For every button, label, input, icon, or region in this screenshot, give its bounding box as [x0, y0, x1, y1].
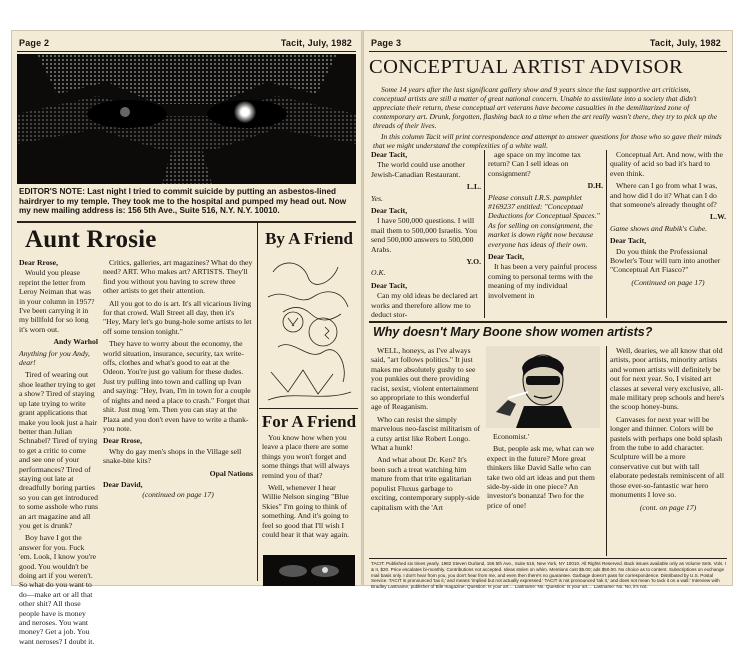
editors-note: EDITOR'S NOTE: Last night I tried to commit suicide by putting an asbestos-lined hairdryer to my temple. They took me to the hospital and pumped my head out. Now my new mailing address is: 156 5th Ave., Suite 516, N.Y. N.Y. 10010.	[19, 187, 347, 216]
paragraph: And what about Dr. Ken? It's been such a treat watching him mature from that trite egalitarian populist Fluxus garbage to exciting, contemporary supply-side capitalism with the 'Art	[371, 455, 480, 512]
sketch-illustration	[263, 252, 355, 404]
small-photo	[263, 555, 355, 586]
small-photo-image	[263, 555, 355, 586]
aunt-rrosie-title: Aunt Rrosie	[25, 226, 157, 253]
for-a-friend-column	[262, 433, 356, 551]
paragraph: Would you please reprint the letter from Leroy Neiman that was in your column in 1957? I've been carrying it in my billfold for so long it's worn out.	[19, 268, 95, 334]
paragraph: Well, dearies, we all know that old artists, poor artists, minority artists and women artists will definitely be out for next year. So, I visited art classes at several very exclusive, all-male military prep schools and here's the scoop honey-buns.	[610, 346, 725, 412]
left-page-number: Page 2	[19, 38, 50, 48]
paragraph: Well, whenever I hear Willie Nelson singing "Blue Skies" I'm going to think of something. And it's going to feel so good that I'll wish I could hear it that way again.	[262, 483, 350, 540]
paragraph: It has been a very painful process coming to personal terms with the meaning of my individual involvement in	[488, 262, 597, 300]
reply: Yes.	[371, 193, 383, 203]
paragraph: I have 500,000 questions. I will mail them to 500,000 Israelis. You send 500,000 answers to 500,000 Arabs.	[371, 216, 477, 254]
portrait-photo	[486, 346, 600, 428]
advisor-title: CONCEPTUAL ARTIST ADVISOR	[369, 56, 684, 78]
left-page	[11, 30, 362, 646]
by-a-friend-title: By A Friend	[265, 229, 353, 248]
reply: O.K.	[371, 268, 386, 278]
advisor-intro: Some 14 years after the last significant gallery show and 9 years since the last supportive art criticism, conceptual artists are still a matter of great national concern. Unable to assimilate into a society that didn't appreciate their return, these conceptual art veterans have become casualties in the demilitarized zone of contemporary art. Drunk, forgotten, flashing back to a time when the art really wasn't there, they try to pick up the threads of their lives.	[373, 85, 718, 131]
continued-note: (Continued on page 17)	[631, 277, 705, 287]
header-rule	[17, 51, 356, 52]
signature: L.W.	[710, 212, 726, 222]
paragraph: They have to worry about the economy, the world situation, insurance, security, tax write-offs, clothes and what's good to eat at the Odeon. You're just go valium for these dudes. Just try pulling into town and calling up Ivan and saying: "Hey, Ivan, I'm in town for a couple of nights and need a place to crash." Forget that shit. Just mug 'em. Then you can stay at the Plaza and you don't even have to write a thank-you note.	[103, 339, 251, 433]
paragraph: WELL, honeys, as I've always said, "art follows politics." It just makes me absolutely gushy to see you punkies out there providing racist, sexist, violent entertainment so appropriate to this wonderful age of Reaganism.	[371, 346, 479, 412]
paragraph: Critics, galleries, art magazines? What do they need? ART. Who makes art? ARTISTS. They'll find you without you having to screw three other artists to get their attention.	[103, 258, 253, 296]
section-rule	[369, 321, 727, 323]
section-rule	[17, 221, 356, 223]
right-masthead: Tacit, July, 1982	[649, 38, 721, 48]
friend-divider-rule	[259, 408, 358, 409]
footer-rule	[369, 558, 727, 559]
right-page-number: Page 3	[371, 38, 402, 48]
paragraph: Canvases for next year will be longer and thinner. Colors will be pastels with perhaps one bold splash from the tube to add character. Sculpture will be a more conservative cut but with tall elaborate pedestals reminiscent of all those ever-so-fantastic war hero monuments I love so.	[610, 414, 724, 500]
header-rule	[369, 51, 727, 52]
paragraph: Tired of wearing out shoe leather trying to get a show? Tired of staying up late trying to write grant applications that make you look just a hair better than Julian Schnabel? Tired of trying to get a critic to come and see one of your performances? Tired of staying out late at dreadfully boring parties so you can get introduced to some asshole who runs an art magazine and all you get is drunk?	[19, 370, 99, 530]
column-divider	[606, 150, 607, 318]
salutation: Dear Tacit,	[610, 236, 647, 246]
boone-column-2	[487, 432, 601, 556]
aunt-rrosie-column-2	[103, 258, 253, 580]
reply: Game shows and Rubik's Cube.	[610, 223, 708, 233]
paragraph: Where can I go from what I was, and how did I do it? What can I do that someone's already thought of?	[610, 181, 718, 210]
salutation: Dear Rrose,	[19, 258, 58, 267]
for-a-friend-title: For A Friend	[261, 412, 357, 431]
paragraph: All you got to do is art. It's all vicarious living for that crowd. Wall Street all day, then it's "Hey, Mary let's go bung-hole some artists to let off some tension tonight."	[103, 298, 252, 336]
boone-column-3	[610, 346, 726, 556]
salutation: Dear Tacit,	[371, 150, 408, 159]
paragraph: Do you think the Professional Bowler's Tour will turn into another "Conceptual Art Fiasco?"	[610, 246, 721, 275]
paragraph: Why do gay men's shops in the Village sell snake-bite kits?	[103, 446, 242, 466]
signature: L.L.	[466, 182, 481, 192]
column-divider	[606, 346, 607, 556]
reply: Anything for you Andy, dear!	[19, 348, 90, 368]
advisor-column-3	[610, 150, 726, 318]
paragraph: The world could use another Jewish-Canadian Restaurant.	[371, 160, 465, 179]
aunt-rrosie-column-1	[19, 258, 99, 646]
boone-title: Why doesn't Mary Boone show women artists?	[373, 325, 653, 339]
salutation: Dear David,	[103, 479, 143, 489]
paragraph: age space on my income tax return? Can I sell ideas on consignment?	[488, 150, 581, 178]
right-page	[363, 30, 733, 590]
left-masthead: Tacit, July, 1982	[280, 38, 352, 48]
salutation: Dear Rrose,	[103, 436, 142, 446]
paragraph: You know how when you leave a place there are some things you won't forget and some things that will always remind you of that?	[262, 433, 350, 480]
advisor-intro-2: In this column Tacit will print correspondence and attempt to answer questions for those who so gave their minds that we might understand the complexities of a white wall.	[373, 132, 722, 151]
footer-credits: TACIT: Published six times yearly. 1982 Steven Durland, 156 5th Ave., Suite 516, New York, NY 10010. All Rights Reserved. Back issues available only as Volume Sets. Vols. I & II, $20. Price escalates bi-monthly. Contributions not accepted. Ideas stolen on whim. Mentions cost $5.00; ads $50.00. No choice as to content. Subscriptions on exchange mail basis only. I don't hear from you, you don't hear from me, and even then there's no guarantee. Garbage doesn't pass for correspondence. Distributed by U.S. Postal Service. TACIT is pronounced 'tax it,' and means 'implied but not actually expressed.' TACIT is not pronounced 'tak it,' and does not mean 'to tack it on a wall.' Interview with Bradley Lastname, publisher of Bile magazine: Question: Is your art.... Lastname: No. Question: Is your art.... Lastname: No. No, it's not.	[371, 561, 727, 590]
paragraph: Who can resist the simply marvelous neo-fascist militarism of a cutsy artist like Robert Longo. What a hunk!	[371, 414, 481, 453]
signature: Y.O.	[466, 257, 481, 267]
advisor-column-2	[488, 150, 603, 318]
portrait-image	[486, 346, 600, 428]
advisor-column-1	[371, 150, 481, 318]
paragraph: Boy have I got the answer for you. Fuck 'em. Look, I know you're good. You wouldn't be doing art if you weren't. So what do you want to do—make art or all that other shit? All those people have is money and neroses. You want money? Get a job. You want neroses? I doubt it.	[19, 533, 97, 646]
sketch-drawing	[263, 252, 355, 404]
salutation: Dear Tacit,	[371, 206, 408, 216]
salutation: Dear Tacit,	[371, 280, 408, 290]
boone-column-1	[371, 346, 481, 556]
continued-note: (cont. on page 17)	[639, 502, 697, 512]
signature: D.H.	[587, 181, 603, 191]
salutation: Dear Tacit,	[488, 252, 525, 262]
continued-note: (continued on page 17)	[142, 490, 214, 500]
paragraph: Can my old ideas be declared art works and therefore allow me to deduct stor-	[371, 291, 478, 320]
paragraph: Conceptual Art. And now, with the quality of acid so bad it's hard to even think.	[610, 150, 723, 178]
signature: Andy Warhol	[53, 337, 98, 347]
column-divider	[257, 223, 258, 581]
column-divider	[484, 150, 485, 318]
signature: Opal Nations	[209, 468, 253, 478]
reply: Please consult I.R.S. pamphlet #169237 entitled: "Conceptual Deductions for Conceptual Spaces." As for selling on consignment, the market is down right now because everyone has ideas of their own.	[488, 192, 600, 249]
paragraph: Economist.'	[493, 432, 530, 441]
face-photo-image	[17, 54, 356, 184]
paragraph: But, people ask me, what can we expect in the future? More great thinkers like David Salle who can take two old art ideas and put them side-by-side in one piece? An investor's bonanza! Two for the price of one!	[487, 444, 595, 510]
face-photo	[17, 54, 356, 184]
